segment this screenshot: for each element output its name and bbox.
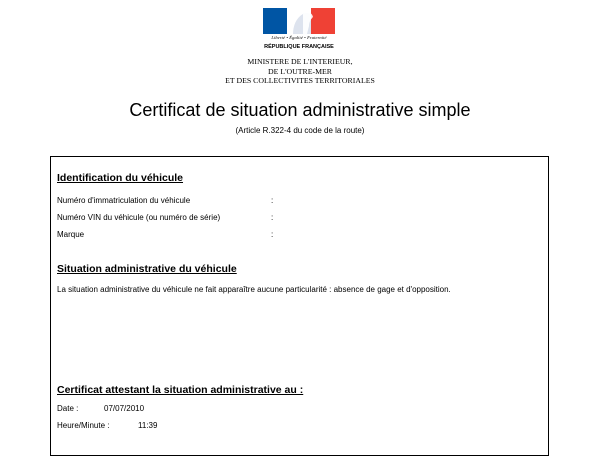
identification-section-title: Identification du véhicule	[57, 172, 184, 184]
date-label: Date :	[57, 404, 79, 413]
time-value: 11:39	[138, 421, 158, 430]
date-value: 07/07/2010	[104, 404, 145, 413]
field-label-immatriculation: Numéro d'immatriculation du véhicule	[57, 196, 191, 205]
republic-name: RÉPUBLIQUE FRANÇAISE	[264, 44, 334, 50]
field-separator: :	[271, 196, 274, 205]
field-separator: :	[271, 230, 274, 239]
marianne-flag-icon	[263, 8, 335, 34]
ministry-line: ET DES COLLECTIVITES TERRITORIALES	[225, 76, 375, 85]
certificate-section-title: Certificat attestant la situation administrative au :	[57, 384, 304, 396]
ministry-name	[200, 57, 400, 86]
ministry-line: MINISTERE DE L'INTERIEUR,	[247, 57, 353, 66]
situation-text: La situation administrative du véhicule ne fait apparaître aucune particularité : absence de gage et d'opposition.	[57, 285, 451, 294]
time-label: Heure/Minute :	[57, 421, 110, 430]
ministry-line: DE L'OUTRE-MER	[268, 66, 332, 76]
document-title: Certificat de situation administrative simple	[129, 100, 471, 120]
field-label-vin: Numéro VIN du véhicule (ou numéro de série)	[57, 213, 221, 222]
field-separator: :	[271, 213, 274, 222]
document-subtitle: (Article R.322-4 du code de la route)	[235, 126, 365, 135]
marianne-logo	[263, 8, 335, 51]
field-label-marque: Marque	[57, 230, 85, 239]
republic-motto: Liberté • Égalité • Fraternité	[271, 35, 327, 40]
situation-section-title: Situation administrative du véhicule	[57, 263, 237, 275]
